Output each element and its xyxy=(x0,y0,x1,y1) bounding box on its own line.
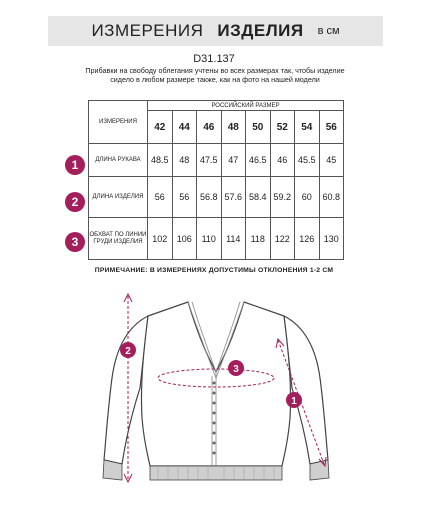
table-cell: 46.5 xyxy=(246,144,271,177)
table-cell: 56 xyxy=(172,177,197,218)
table-cell: 118 xyxy=(246,218,271,260)
table-cell: 114 xyxy=(221,218,246,260)
marker-2: 2 xyxy=(125,346,131,357)
table-cell: 46 xyxy=(270,144,295,177)
cardigan-illustration xyxy=(88,288,348,513)
table-cell: 60 xyxy=(295,177,320,218)
table-cell: 102 xyxy=(148,218,173,260)
table-cell: 45 xyxy=(319,144,344,177)
table-cell: 59.2 xyxy=(270,177,295,218)
size-header: 50 xyxy=(246,111,271,144)
table-cell: 57.6 xyxy=(221,177,246,218)
size-header: 48 xyxy=(221,111,246,144)
table-cell: 47.5 xyxy=(197,144,222,177)
model-code: D31.137 xyxy=(193,53,235,65)
table-cell: 60.8 xyxy=(319,177,344,218)
size-header: 56 xyxy=(319,111,344,144)
table-row xyxy=(89,218,344,260)
size-header: 52 xyxy=(270,111,295,144)
header-banner xyxy=(48,16,383,46)
table-cell: 130 xyxy=(319,218,344,260)
group-header: РОССИЙСКИЙ РАЗМЕР xyxy=(148,101,344,111)
marker-1: 1 xyxy=(291,396,297,407)
tolerance-note: ПРИМЕЧАНИЕ: В ИЗМЕРЕНИЯХ ДОПУСТИМЫ ОТКЛОНЕНИЯ 1-2 СМ xyxy=(94,267,334,274)
table-cell: 110 xyxy=(197,218,222,260)
table-cell: 45.5 xyxy=(295,144,320,177)
table-row xyxy=(89,144,344,177)
marker-3: 3 xyxy=(233,364,239,375)
row-label: ДЛИНА РУКАВА xyxy=(89,144,148,177)
table-cell: 106 xyxy=(172,218,197,260)
table-row xyxy=(89,177,344,218)
size-header: 54 xyxy=(295,111,320,144)
measure-badge-2: 2 xyxy=(65,192,85,212)
table-cell: 58.4 xyxy=(246,177,271,218)
table-cell: 48 xyxy=(172,144,197,177)
size-table xyxy=(88,100,344,260)
size-header: 44 xyxy=(172,111,197,144)
header-unit: в см xyxy=(317,25,340,37)
table-cell: 126 xyxy=(295,218,320,260)
table-cell: 47 xyxy=(221,144,246,177)
header-title: ИЗМЕРЕНИЯ xyxy=(91,21,204,40)
table-cell: 122 xyxy=(270,218,295,260)
row-header: ИЗМЕРЕНИЯ xyxy=(89,101,148,144)
fit-description: Прибавки на свободу облегания учтены во всех размерах так, чтобы изделие сидело в любом размере также, как на фото на нашей модели xyxy=(85,66,345,84)
size-header: 42 xyxy=(148,111,173,144)
row-label: ДЛИНА ИЗДЕЛИЯ xyxy=(89,177,148,218)
measure-badge-3: 3 xyxy=(65,232,85,252)
size-header: 46 xyxy=(197,111,222,144)
measure-badge-1: 1 xyxy=(65,155,85,175)
table-cell: 48.5 xyxy=(148,144,173,177)
row-label: ОБХВАТ ПО ЛИНИИ ГРУДИ ИЗДЕЛИЯ xyxy=(89,218,148,260)
header-title-bold: ИЗДЕЛИЯ xyxy=(217,21,304,40)
table-cell: 56 xyxy=(148,177,173,218)
table-cell: 56.8 xyxy=(197,177,222,218)
